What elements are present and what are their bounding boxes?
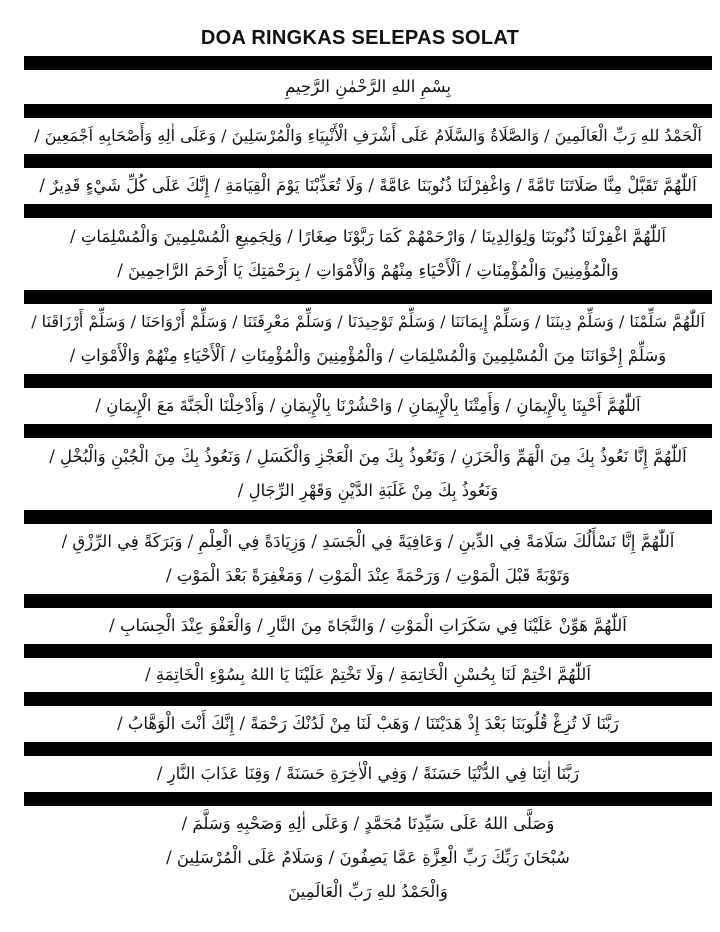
section-line: اَللّٰهُمَّ سَلِّمْنَا / وَسَلِّمْ دِينَنَا / وَسَلِّمْ إِيمَانَنَا / وَسَلِّمْ تَوْحِيدَنَا / وَسَلِّمْ مَعْرِفَتَنَا / وَسَلِّمْ أَرْوَاحَنَا / وَسَلِّمْ أَرْزَاقَنَا /	[31, 312, 705, 331]
separator-bar	[24, 424, 712, 438]
section-line: وَالْحَمْدُ للهِ رَبِّ الْعَالَمِينَ	[288, 882, 448, 901]
section-maghfirah	[24, 218, 712, 290]
separator-bar	[24, 692, 712, 706]
section-line: اَللّٰهُمَّ أَحْيِنَا بِالْإِيمَانِ / وَأَمِتْنَا بِالْإِيمَانِ / وَاحْشُرْنَا بِالْإِيمَانِ / وَأَدْخِلْنَا الْجَنَّةَ مَعَ الْإِيمَانِ /	[95, 396, 641, 415]
section-hamdalah	[24, 118, 712, 154]
section-line: وَنَعُوذُ بِكَ مِنْ غَلَبَةِ الدَّيْنِ وَقَهْرِ الرِّجَالِ /	[237, 481, 499, 500]
section-iman	[24, 388, 712, 424]
section-sallimna	[24, 304, 712, 374]
section-line: اَلْحَمْدُ للهِ رَبِّ الْعَالَمِينَ / وَالصَّلَاةُ وَالسَّلَامُ عَلَى أَشْرَفِ الْأَنْبِيَاءِ وَالْمُرْسَلِينَ / وَعَلَى اٰلِهِ وَأَصْحَابِهِ اَجْمَعِينَ /	[34, 126, 702, 145]
separator-bar	[24, 56, 712, 70]
section-la-tuzigh	[24, 706, 712, 742]
section-closing	[24, 806, 712, 910]
section-taqabbal	[24, 168, 712, 204]
separator-bar	[24, 374, 712, 388]
section-line: وَالْمُؤْمِنِينَ وَالْمُؤْمِنَاتِ / اَلْأَحْيَاءِ مِنْهُمْ وَالْأَمْوَاتِ / بِرَحْمَتِكَ يَا أَرْحَمَ الرَّاحِمِينَ /	[117, 261, 619, 280]
section-basmalah	[24, 70, 712, 104]
section-rabbana-atina	[24, 756, 712, 792]
section-line: وَصَلَّى اللهُ عَلَى سَيِّدِنَا مُحَمَّدٍ / وَعَلَى اٰلِهِ وَصَحْبِهِ وَسَلَّمَ /	[181, 814, 555, 833]
section-sakaratul-maut	[24, 608, 712, 644]
section-line: اَللّٰهُمَّ إِنَّا نَعُوذُ بِكَ مِنَ الْهَمِّ وَالْحَزَنِ / وَنَعُوذُ بِكَ مِنَ الْعَجْزِ وَالْكَسَلِ / وَنَعُوذُ بِكَ مِنَ الْجُبْنِ وَالْبُخْلِ /	[49, 447, 687, 466]
separator-bar	[24, 792, 712, 806]
separator-bar	[24, 510, 712, 524]
separator-bar	[24, 594, 712, 608]
section-line: وَسَلِّمْ إِخْوَانَنَا مِنَ الْمُسْلِمِينَ وَالْمُسْلِمَاتِ / وَالْمُؤْمِنِينَ وَالْمُؤْمِنَاتِ / اَلْأَحْيَاءِ مِنْهُمْ وَالْأَمْوَاتِ /	[69, 346, 667, 365]
section-salamah	[24, 524, 712, 594]
section-line: رَبَّنَا اٰتِنَا فِي الدُّنْيَا حَسَنَةً / وَفِي الْاٰخِرَةِ حَسَنَةً / وَقِنَا عَذَابَ النَّارِ /	[156, 764, 580, 783]
section-line: بِسْمِ اللهِ الرَّحْمٰنِ الرَّحِيمِ	[285, 77, 451, 96]
section-line: اَللّٰهُمَّ اخْتِمْ لَنَا بِحُسْنِ الْخَاتِمَةِ / وَلَا تَخْتِمْ عَلَيْنَا يَا اللهُ بِسُوْءِ الْخَاتِمَةِ /	[145, 665, 591, 684]
separator-bar	[24, 204, 712, 218]
separator-bar	[24, 154, 712, 168]
section-line: وَتَوْبَةً قَبْلَ الْمَوْتِ / وَرَحْمَةً عِنْدَ الْمَوْتِ / وَمَغْفِرَةً بَعْدَ الْمَوْتِ /	[166, 566, 570, 585]
section-line: رَبَّنَا لَا تُزِغْ قُلُوبَنَا بَعْدَ إِذْ هَدَيْتَنَا / وَهَبْ لَنَا مِنْ لَدُنْكَ رَحْمَةً / إِنَّكَ أَنْتَ الْوَهَّابُ /	[117, 714, 619, 733]
section-line: اَللّٰهُمَّ هَوِّنْ عَلَيْنَا فِي سَكَرَاتِ الْمَوْتِ / وَالنَّجَاةَ مِنَ النَّارِ / وَالْعَفْوَ عِنْدَ الْحِسَابِ /	[109, 616, 627, 635]
section-line: سُبْحَانَ رَبِّكَ رَبِّ الْعِزَّةِ عَمَّا يَصِفُونَ / وَسَلَامٌ عَلَى الْمُرْسَلِينَ /	[166, 848, 570, 867]
document-title: DOA RINGKAS SELEPAS SOLAT	[200, 27, 520, 49]
section-line: اَللّٰهُمَّ إِنَّا نَسْأَلُكَ سَلَامَةً فِي الدِّينِ / وَعَافِيَةً فِي الْجَسَدِ / وَزِيَادَةً فِي الْعِلْمِ / وَبَرَكَةً فِي الرِّزْقِ /	[61, 532, 675, 551]
separator-bar	[24, 742, 712, 756]
separator-bar	[24, 290, 712, 304]
separator-bar	[24, 104, 712, 118]
section-line: اَللّٰهُمَّ اغْفِرْلَنَا ذُنُوبَنَا وَلِوَالِدِينَا / وَارْحَمْهُمْ كَمَا رَبَّوْنَا صِغَارًا / وَلِجَمِيعِ الْمُسْلِمِينَ وَالْمُسْلِمَاتِ /	[70, 227, 666, 246]
section-naudzubika	[24, 438, 712, 510]
section-khatimah	[24, 658, 712, 692]
section-line: اَللّٰهُمَّ تَقَبَّلْ مِنَّا صَلَاتَنَا تَامَّةً / وَاغْفِرْلَنَا ذُنُوبَنَا عَامَّةً / وَلَا تُعَذِّبْنَا يَوْمَ الْقِيَامَةِ / إِنَّكَ عَلَى كُلِّ شَيْءٍ قَدِيرٌ /	[39, 176, 697, 195]
separator-bar	[24, 644, 712, 658]
